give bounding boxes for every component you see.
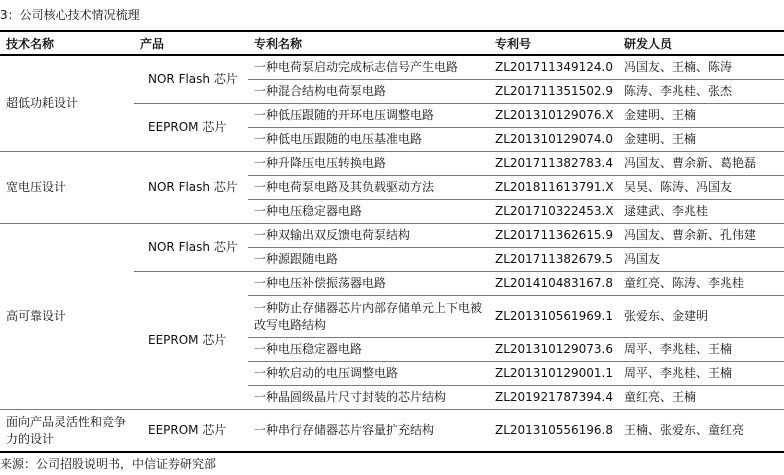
patent-number-cell: ZL201711382679.5 [489, 248, 618, 272]
patent-name-cell: 一种电压稳定器电路 [248, 200, 489, 224]
patent-number-cell: ZL201711349124.0 [489, 55, 618, 80]
patent-number-cell: ZL201310129076.X [489, 104, 618, 128]
table-caption: 3：公司核心技术情况梳理 [0, 8, 140, 22]
header-technology: 技术名称 [0, 31, 134, 55]
technology-cell: 宽电压设计 [0, 152, 134, 224]
header-patent-number: 专利号 [489, 31, 618, 55]
inventors-cell: 冯国友、王楠、陈涛 [618, 55, 784, 80]
patent-number-cell: ZL201711382783.4 [489, 152, 618, 176]
patent-name-cell: 一种电压补偿振荡器电路 [248, 272, 489, 296]
patent-number-cell: ZL201310129001.1 [489, 362, 618, 386]
table-row [0, 152, 784, 176]
patent-name-cell: 一种升降压电压转换电路 [248, 152, 489, 176]
inventors-cell: 逯建武、李兆桂 [618, 200, 784, 224]
patent-name-cell: 一种电荷泵启动完成标志信号产生电路 [248, 55, 489, 80]
inventors-cell: 童红亮、陈涛、李兆桂 [618, 272, 784, 296]
patent-number-cell: ZL201310129074.0 [489, 128, 618, 152]
patent-name-cell: 一种串行存储器芯片容量扩充结构 [248, 410, 489, 453]
inventors-cell: 王楠、张爱东、童红亮 [618, 410, 784, 453]
patent-name-cell: 一种双输出双反馈电荷泵结构 [248, 224, 489, 248]
patent-number-cell: ZL201310561969.1 [489, 296, 618, 338]
inventors-cell: 金建明、王楠 [618, 128, 784, 152]
patent-number-cell: ZL201710322453.X [489, 200, 618, 224]
core-technology-table [0, 30, 784, 453]
product-cell: NOR Flash 芯片 [134, 55, 248, 104]
patent-number-cell: ZL201811613791.X [489, 176, 618, 200]
patent-number-cell: ZL201310556196.8 [489, 410, 618, 453]
patent-name-cell: 一种晶圆级晶片尺寸封装的芯片结构 [248, 386, 489, 410]
inventors-cell: 周平、李兆桂、王楠 [618, 362, 784, 386]
patent-name-cell: 一种低电压跟随的电压基准电路 [248, 128, 489, 152]
patent-number-cell: ZL201711362615.9 [489, 224, 618, 248]
table-row [0, 410, 784, 453]
technology-cell: 超低功耗设计 [0, 55, 134, 152]
patent-name-cell: 一种源跟随电路 [248, 248, 489, 272]
patent-number-cell: ZL201410483167.8 [489, 272, 618, 296]
product-cell: EEPROM 芯片 [134, 104, 248, 152]
header-row [0, 31, 784, 55]
patent-number-cell: ZL201310129073.6 [489, 338, 618, 362]
technology-cell: 面向产品灵活性和竞争力的设计 [0, 410, 134, 453]
product-cell: NOR Flash 芯片 [134, 224, 248, 272]
inventors-cell: 陈涛、李兆桂、张杰 [618, 80, 784, 104]
patent-name-cell: 一种电荷泵电路及其负载驱动方法 [248, 176, 489, 200]
product-cell: EEPROM 芯片 [134, 272, 248, 410]
patent-name-cell: 一种混合结构电荷泵电路 [248, 80, 489, 104]
header-patent-name: 专利名称 [248, 31, 489, 55]
table-row [0, 55, 784, 80]
inventors-cell: 冯国友、曹余新、孔伟建 [618, 224, 784, 248]
product-cell: NOR Flash 芯片 [134, 152, 248, 224]
product-cell: EEPROM 芯片 [134, 410, 248, 453]
patent-number-cell: ZL201711351502.9 [489, 80, 618, 104]
inventors-cell: 童红亮、王楠 [618, 386, 784, 410]
patent-number-cell: ZL201921787394.4 [489, 386, 618, 410]
patent-name-cell: 一种电压稳定器电路 [248, 338, 489, 362]
inventors-cell: 周平、李兆桂、王楠 [618, 338, 784, 362]
patent-name-cell: 一种软启动的电压调整电路 [248, 362, 489, 386]
header-inventors: 研发人员 [618, 31, 784, 55]
source-note: 来源：公司招股说明书，中信证券研究部 [0, 457, 217, 471]
patent-name-cell: 一种防止存储器芯片内部存储单元上下电被改写电路结构 [248, 296, 489, 338]
technology-cell: 高可靠设计 [0, 224, 134, 410]
inventors-cell: 金建明、王楠 [618, 104, 784, 128]
table-row [0, 224, 784, 248]
patent-name-cell: 一种低压跟随的开环电压调整电路 [248, 104, 489, 128]
header-product: 产品 [134, 31, 248, 55]
table-body [0, 55, 784, 452]
inventors-cell: 冯国友、曹余新、葛艳磊 [618, 152, 784, 176]
inventors-cell: 吴昊、陈涛、冯国友 [618, 176, 784, 200]
inventors-cell: 冯国友 [618, 248, 784, 272]
inventors-cell: 张爱东、金建明 [618, 296, 784, 338]
